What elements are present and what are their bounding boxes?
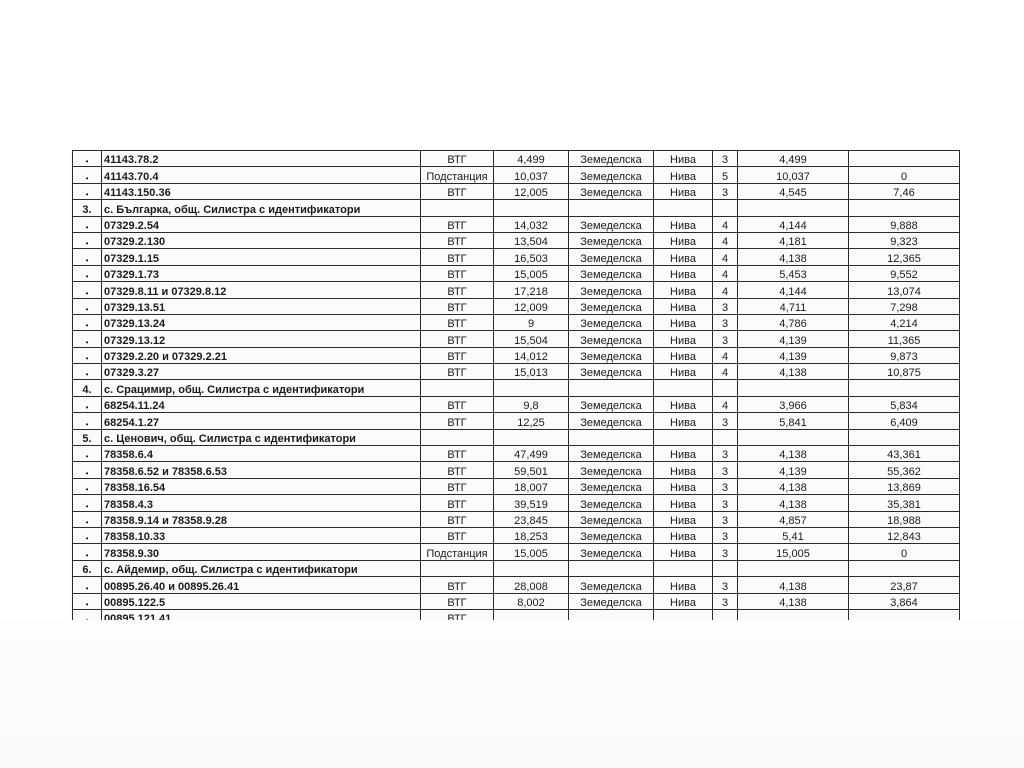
row-index-cell: • <box>73 151 102 167</box>
plot-identifier-cell: 78358.9.14 и 78358.9.28 <box>102 511 421 527</box>
remaining-area-cell: 10,875 <box>849 364 960 380</box>
plot-area-cell: 15,005 <box>494 544 569 560</box>
facility-type-cell: ВТГ <box>421 331 494 347</box>
plot-area-cell: 18,007 <box>494 478 569 494</box>
row-index-cell: • <box>73 265 102 281</box>
plot-area-cell: 15,504 <box>494 331 569 347</box>
plot-area-cell: 12,005 <box>494 183 569 199</box>
land-use-cell: Земеделска <box>569 282 654 298</box>
occupied-area-cell: 5,453 <box>738 265 849 281</box>
occupied-area-cell: 4,138 <box>738 495 849 511</box>
facility-type-cell: ВТГ <box>421 183 494 199</box>
occupied-area-cell: 4,144 <box>738 282 849 298</box>
land-use-cell: Земеделска <box>569 577 654 593</box>
land-kind-cell: Нива <box>654 577 713 593</box>
table-row <box>73 413 960 429</box>
occupied-area-cell: 4,139 <box>738 462 849 478</box>
land-use-cell <box>569 560 654 576</box>
remaining-area-cell: 6,409 <box>849 413 960 429</box>
facility-type-cell: ВТГ <box>421 478 494 494</box>
land-use-cell: Земеделска <box>569 396 654 412</box>
plot-identifier-cell: с. Айдемир, общ. Силистра с идентификатори <box>102 560 421 576</box>
facility-type-cell: ВТГ <box>421 495 494 511</box>
remaining-area-cell: 11,365 <box>849 331 960 347</box>
land-use-cell: Земеделска <box>569 511 654 527</box>
row-index-cell: • <box>73 413 102 429</box>
row-index-cell: • <box>73 282 102 298</box>
row-index-cell: • <box>73 249 102 265</box>
row-index-cell: • <box>73 577 102 593</box>
occupied-area-cell: 3,966 <box>738 396 849 412</box>
table-row <box>73 462 960 478</box>
occupied-area-cell <box>738 200 849 216</box>
plot-identifier-cell: 07329.2.20 и 07329.2.21 <box>102 347 421 363</box>
remaining-area-cell: 0 <box>849 167 960 183</box>
occupied-area-cell: 4,138 <box>738 249 849 265</box>
plot-identifier-cell: 07329.13.51 <box>102 298 421 314</box>
facility-type-cell: ВТГ <box>421 593 494 609</box>
row-index-cell: • <box>73 216 102 232</box>
plot-area-cell: 28,008 <box>494 577 569 593</box>
land-use-cell: Земеделска <box>569 413 654 429</box>
land-use-cell: Земеделска <box>569 347 654 363</box>
land-category-cell: 3 <box>713 298 738 314</box>
remaining-area-cell: 7,298 <box>849 298 960 314</box>
land-use-cell: Земеделска <box>569 593 654 609</box>
plot-identifier-cell: с. Ценович, общ. Силистра с идентификатори <box>102 429 421 445</box>
plot-area-cell: 12,009 <box>494 298 569 314</box>
plot-identifier-cell: 78358.6.4 <box>102 446 421 462</box>
plot-identifier-cell: 07329.1.73 <box>102 265 421 281</box>
remaining-area-cell <box>849 380 960 396</box>
land-use-cell: Земеделска <box>569 314 654 330</box>
table-row <box>73 527 960 543</box>
remaining-area-cell: 18,988 <box>849 511 960 527</box>
group-header-row <box>73 429 960 445</box>
land-use-cell <box>569 429 654 445</box>
land-kind-cell: Нива <box>654 544 713 560</box>
occupied-area-cell: 4,786 <box>738 314 849 330</box>
remaining-area-cell: 5,834 <box>849 396 960 412</box>
land-use-cell: Земеделска <box>569 183 654 199</box>
plot-area-cell: 17,218 <box>494 282 569 298</box>
plot-identifier-cell: 78358.16.54 <box>102 478 421 494</box>
table-row <box>73 364 960 380</box>
plot-area-cell <box>494 429 569 445</box>
land-kind-cell: Нива <box>654 413 713 429</box>
table-row <box>73 347 960 363</box>
occupied-area-cell: 4,138 <box>738 593 849 609</box>
row-index-cell: • <box>73 527 102 543</box>
remaining-area-cell <box>849 560 960 576</box>
group-header-row <box>73 560 960 576</box>
plot-area-cell: 9,8 <box>494 396 569 412</box>
facility-type-cell: Подстанция <box>421 167 494 183</box>
plot-identifier-cell: 78358.6.52 и 78358.6.53 <box>102 462 421 478</box>
occupied-area-cell <box>738 560 849 576</box>
land-category-cell: 3 <box>713 577 738 593</box>
occupied-area-cell: 4,144 <box>738 216 849 232</box>
land-kind-cell: Нива <box>654 396 713 412</box>
row-index-cell: 3. <box>73 200 102 216</box>
table-row <box>73 282 960 298</box>
land-category-cell: 3 <box>713 183 738 199</box>
land-use-cell: Земеделска <box>569 167 654 183</box>
land-category-cell: 4 <box>713 232 738 248</box>
row-index-cell: • <box>73 183 102 199</box>
land-category-cell: 3 <box>713 413 738 429</box>
remaining-area-cell: 3,864 <box>849 593 960 609</box>
occupied-area-cell: 4,545 <box>738 183 849 199</box>
plot-identifier-cell: 68254.11.24 <box>102 396 421 412</box>
occupied-area-cell: 10,037 <box>738 167 849 183</box>
table-row <box>73 232 960 248</box>
land-category-cell: 4 <box>713 249 738 265</box>
land-use-cell: Земеделска <box>569 527 654 543</box>
table-row <box>73 478 960 494</box>
row-index-cell: • <box>73 167 102 183</box>
remaining-area-cell <box>849 200 960 216</box>
land-plots-table <box>72 150 960 626</box>
occupied-area-cell: 4,711 <box>738 298 849 314</box>
plot-area-cell: 14,012 <box>494 347 569 363</box>
plot-area-cell: 8,002 <box>494 593 569 609</box>
land-kind-cell: Нива <box>654 446 713 462</box>
land-use-cell <box>569 380 654 396</box>
land-kind-cell: Нива <box>654 265 713 281</box>
remaining-area-cell: 55,362 <box>849 462 960 478</box>
occupied-area-cell: 5,41 <box>738 527 849 543</box>
land-use-cell: Земеделска <box>569 495 654 511</box>
plot-area-cell: 23,845 <box>494 511 569 527</box>
land-category-cell <box>713 380 738 396</box>
occupied-area-cell: 4,181 <box>738 232 849 248</box>
table-row <box>73 216 960 232</box>
land-kind-cell: Нива <box>654 249 713 265</box>
remaining-area-cell: 0 <box>849 544 960 560</box>
land-kind-cell <box>654 560 713 576</box>
occupied-area-cell: 4,857 <box>738 511 849 527</box>
land-category-cell: 4 <box>713 364 738 380</box>
land-category-cell: 3 <box>713 478 738 494</box>
land-use-cell: Земеделска <box>569 544 654 560</box>
plot-identifier-cell: 41143.78.2 <box>102 151 421 167</box>
land-category-cell: 4 <box>713 282 738 298</box>
occupied-area-cell: 4,499 <box>738 151 849 167</box>
remaining-area-cell: 7,46 <box>849 183 960 199</box>
land-use-cell: Земеделска <box>569 478 654 494</box>
land-category-cell: 3 <box>713 593 738 609</box>
table-row <box>73 511 960 527</box>
occupied-area-cell: 4,139 <box>738 347 849 363</box>
occupied-area-cell: 4,138 <box>738 446 849 462</box>
facility-type-cell: ВТГ <box>421 527 494 543</box>
land-use-cell: Земеделска <box>569 446 654 462</box>
plot-area-cell: 9 <box>494 314 569 330</box>
plot-area-cell: 59,501 <box>494 462 569 478</box>
land-kind-cell: Нива <box>654 511 713 527</box>
facility-type-cell <box>421 560 494 576</box>
occupied-area-cell <box>738 380 849 396</box>
land-kind-cell: Нива <box>654 167 713 183</box>
table-row <box>73 249 960 265</box>
land-kind-cell: Нива <box>654 527 713 543</box>
facility-type-cell: ВТГ <box>421 265 494 281</box>
land-category-cell: 3 <box>713 331 738 347</box>
plot-area-cell: 12,25 <box>494 413 569 429</box>
plot-identifier-cell: 78358.4.3 <box>102 495 421 511</box>
row-index-cell: • <box>73 364 102 380</box>
row-index-cell: • <box>73 544 102 560</box>
row-index-cell: 5. <box>73 429 102 445</box>
land-category-cell: 4 <box>713 396 738 412</box>
facility-type-cell: ВТГ <box>421 577 494 593</box>
facility-type-cell: Подстанция <box>421 544 494 560</box>
remaining-area-cell: 35,381 <box>849 495 960 511</box>
land-category-cell: 3 <box>713 462 738 478</box>
row-index-cell: 4. <box>73 380 102 396</box>
table-row <box>73 151 960 167</box>
land-kind-cell: Нива <box>654 282 713 298</box>
row-index-cell: • <box>73 347 102 363</box>
land-category-cell: 5 <box>713 167 738 183</box>
plot-area-cell: 13,504 <box>494 232 569 248</box>
facility-type-cell: ВТГ <box>421 232 494 248</box>
plot-identifier-cell: 07329.3.27 <box>102 364 421 380</box>
facility-type-cell <box>421 380 494 396</box>
table-row <box>73 544 960 560</box>
plot-identifier-cell: 78358.9.30 <box>102 544 421 560</box>
table-row <box>73 265 960 281</box>
plot-identifier-cell: 41143.70.4 <box>102 167 421 183</box>
facility-type-cell: ВТГ <box>421 511 494 527</box>
occupied-area-cell: 4,138 <box>738 577 849 593</box>
plot-area-cell: 10,037 <box>494 167 569 183</box>
occupied-area-cell: 15,005 <box>738 544 849 560</box>
row-index-cell: • <box>73 511 102 527</box>
occupied-area-cell <box>738 429 849 445</box>
plot-area-cell <box>494 560 569 576</box>
land-kind-cell: Нива <box>654 347 713 363</box>
facility-type-cell: ВТГ <box>421 413 494 429</box>
plot-area-cell: 18,253 <box>494 527 569 543</box>
land-category-cell <box>713 200 738 216</box>
plot-identifier-cell: 78358.10.33 <box>102 527 421 543</box>
land-kind-cell: Нива <box>654 232 713 248</box>
land-kind-cell: Нива <box>654 151 713 167</box>
plot-identifier-cell: с. Срацимир, общ. Силистра с идентификатори <box>102 380 421 396</box>
land-category-cell: 3 <box>713 544 738 560</box>
land-use-cell: Земеделска <box>569 249 654 265</box>
land-use-cell: Земеделска <box>569 462 654 478</box>
land-category-cell: 3 <box>713 446 738 462</box>
land-kind-cell: Нива <box>654 183 713 199</box>
land-use-cell: Земеделска <box>569 298 654 314</box>
land-kind-cell <box>654 200 713 216</box>
plot-identifier-cell: 07329.2.54 <box>102 216 421 232</box>
facility-type-cell: ВТГ <box>421 151 494 167</box>
remaining-area-cell: 9,552 <box>849 265 960 281</box>
land-category-cell <box>713 560 738 576</box>
plot-identifier-cell: 07329.2.130 <box>102 232 421 248</box>
facility-type-cell: ВТГ <box>421 396 494 412</box>
land-category-cell <box>713 429 738 445</box>
page-margin-bottom <box>0 620 1024 768</box>
land-kind-cell: Нива <box>654 495 713 511</box>
facility-type-cell: ВТГ <box>421 216 494 232</box>
land-category-cell: 4 <box>713 265 738 281</box>
occupied-area-cell: 5,841 <box>738 413 849 429</box>
table-row <box>73 593 960 609</box>
plot-identifier-cell: 68254.1.27 <box>102 413 421 429</box>
plot-area-cell: 15,005 <box>494 265 569 281</box>
remaining-area-cell: 4,214 <box>849 314 960 330</box>
plot-identifier-cell: 07329.13.12 <box>102 331 421 347</box>
land-use-cell: Земеделска <box>569 364 654 380</box>
group-header-row <box>73 200 960 216</box>
land-use-cell: Земеделска <box>569 331 654 347</box>
occupied-area-cell: 4,139 <box>738 331 849 347</box>
land-use-cell <box>569 200 654 216</box>
plot-area-cell: 16,503 <box>494 249 569 265</box>
table-row <box>73 577 960 593</box>
plot-area-cell: 15,013 <box>494 364 569 380</box>
land-use-cell: Земеделска <box>569 232 654 248</box>
land-use-cell: Земеделска <box>569 151 654 167</box>
land-kind-cell: Нива <box>654 331 713 347</box>
scanned-page <box>70 152 960 620</box>
land-category-cell: 3 <box>713 314 738 330</box>
remaining-area-cell: 43,361 <box>849 446 960 462</box>
row-index-cell: • <box>73 593 102 609</box>
plot-area-cell <box>494 380 569 396</box>
table-row <box>73 167 960 183</box>
facility-type-cell: ВТГ <box>421 314 494 330</box>
land-kind-cell: Нива <box>654 462 713 478</box>
plot-area-cell: 47,499 <box>494 446 569 462</box>
facility-type-cell: ВТГ <box>421 249 494 265</box>
row-index-cell: • <box>73 478 102 494</box>
table-row <box>73 183 960 199</box>
remaining-area-cell: 9,888 <box>849 216 960 232</box>
facility-type-cell: ВТГ <box>421 298 494 314</box>
remaining-area-cell: 23,87 <box>849 577 960 593</box>
land-use-cell: Земеделска <box>569 216 654 232</box>
table-body <box>73 151 960 626</box>
table-row <box>73 331 960 347</box>
row-index-cell: • <box>73 495 102 511</box>
facility-type-cell: ВТГ <box>421 347 494 363</box>
remaining-area-cell: 13,074 <box>849 282 960 298</box>
land-category-cell: 3 <box>713 151 738 167</box>
occupied-area-cell: 4,138 <box>738 478 849 494</box>
table-row <box>73 396 960 412</box>
row-index-cell: • <box>73 396 102 412</box>
row-index-cell: • <box>73 232 102 248</box>
facility-type-cell: ВТГ <box>421 446 494 462</box>
row-index-cell: • <box>73 298 102 314</box>
remaining-area-cell <box>849 429 960 445</box>
remaining-area-cell: 12,365 <box>849 249 960 265</box>
remaining-area-cell: 9,323 <box>849 232 960 248</box>
row-index-cell: • <box>73 331 102 347</box>
facility-type-cell <box>421 429 494 445</box>
row-index-cell: 6. <box>73 560 102 576</box>
group-header-row <box>73 380 960 396</box>
plot-identifier-cell: 41143.150.36 <box>102 183 421 199</box>
table-row <box>73 495 960 511</box>
land-category-cell: 4 <box>713 347 738 363</box>
table-row <box>73 314 960 330</box>
row-index-cell: • <box>73 314 102 330</box>
table-row <box>73 298 960 314</box>
land-kind-cell: Нива <box>654 298 713 314</box>
plot-area-cell: 4,499 <box>494 151 569 167</box>
facility-type-cell: ВТГ <box>421 364 494 380</box>
land-kind-cell: Нива <box>654 216 713 232</box>
plot-area-cell <box>494 200 569 216</box>
land-kind-cell <box>654 380 713 396</box>
facility-type-cell: ВТГ <box>421 462 494 478</box>
plot-identifier-cell: 00895.26.40 и 00895.26.41 <box>102 577 421 593</box>
land-kind-cell: Нива <box>654 364 713 380</box>
occupied-area-cell: 4,138 <box>738 364 849 380</box>
remaining-area-cell <box>849 151 960 167</box>
land-category-cell: 4 <box>713 216 738 232</box>
facility-type-cell <box>421 200 494 216</box>
row-index-cell: • <box>73 462 102 478</box>
land-category-cell: 3 <box>713 527 738 543</box>
plot-identifier-cell: 00895.122.5 <box>102 593 421 609</box>
plot-area-cell: 14,032 <box>494 216 569 232</box>
land-kind-cell: Нива <box>654 478 713 494</box>
remaining-area-cell: 13,869 <box>849 478 960 494</box>
remaining-area-cell: 12,843 <box>849 527 960 543</box>
land-category-cell: 3 <box>713 495 738 511</box>
land-use-cell: Земеделска <box>569 265 654 281</box>
table-row <box>73 446 960 462</box>
land-kind-cell: Нива <box>654 314 713 330</box>
remaining-area-cell: 9,873 <box>849 347 960 363</box>
plot-identifier-cell: 07329.13.24 <box>102 314 421 330</box>
row-index-cell: • <box>73 446 102 462</box>
plot-identifier-cell: с. Българка, общ. Силистра с идентификатори <box>102 200 421 216</box>
plot-identifier-cell: 07329.1.15 <box>102 249 421 265</box>
land-kind-cell <box>654 429 713 445</box>
facility-type-cell: ВТГ <box>421 282 494 298</box>
land-kind-cell: Нива <box>654 593 713 609</box>
plot-area-cell: 39,519 <box>494 495 569 511</box>
plot-identifier-cell: 07329.8.11 и 07329.8.12 <box>102 282 421 298</box>
land-category-cell: 3 <box>713 511 738 527</box>
